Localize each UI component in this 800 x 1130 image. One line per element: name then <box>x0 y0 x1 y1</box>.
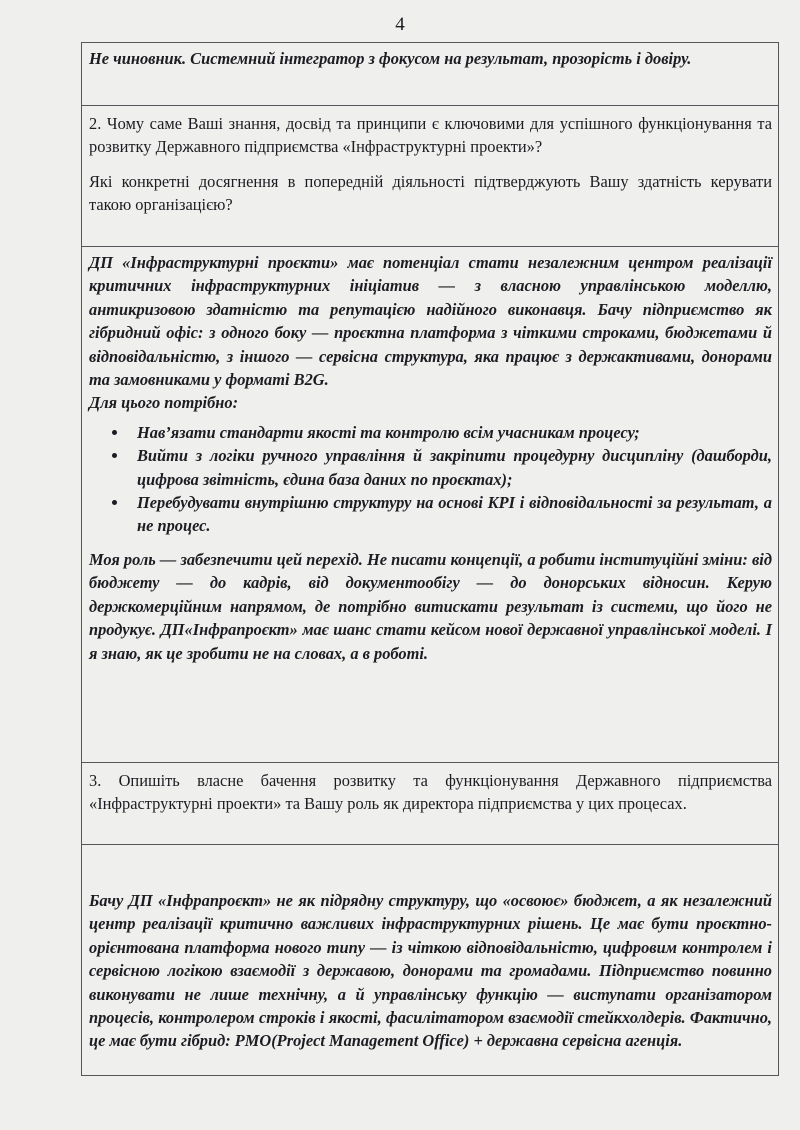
list-item: • Перебудувати внутрішню структуру на основі KPI і відповідальності за результат, а не процес. <box>129 491 772 538</box>
answer-2-paragraph-2: Моя роль — забезпечити цей перехід. Не писати концепції, а робити інституційні зміни: від бюджету — до кадрів, від документообігу — до донорських відносин. Керую держкомерційним напрямом, де потрібно витискати результат із системи, що його не продукує. ДП«Інфрапроєкт» має шанс стати кейсом нової державної управлінської моделі. І я знаю, як це зробити не на словах, а в роботі. <box>89 549 772 663</box>
answer-1-cell <box>82 43 778 106</box>
answer-2-paragraph-1: ДП «Інфраструктурні проєкти» має потенціал стати незалежним центром реалізації критичних інфраструктурних ініціатив — з власною управлінською моделлю, антикризовою здатністю та репутацією надійного виконавця. Бачу підприємство як гібридний офіс: з одного боку — проєктна платформа з чіткими строками, бюджетами й відповідальністю, з іншого — сервісна структура, яка працює з держактивами, донорами та замовниками у форматі B2G. <box>89 253 772 390</box>
question-2-cell <box>82 106 778 247</box>
answer-1-text: Не чиновник. Системний інтегратор з фокусом на результат, прозорість і довіру. <box>89 49 692 68</box>
list-item: • Нав’язати стандарти якості та контролю всім учасникам процесу; <box>129 421 772 444</box>
question-3-cell <box>82 763 778 845</box>
answer-2-cell <box>82 247 778 763</box>
answer-2-intro: Для цього потрібно: <box>89 393 239 413</box>
question-2-text: 2. Чому саме Ваші знання, досвід та принципи є ключовими для успішного функціонування та розвитку Державного підприємства «Інфраструктурні проекти»? <box>89 114 772 156</box>
question-3-text: 3. Опишіть власне бачення розвитку та функціонування Державного підприємства «Інфраструктурні проекти» та Вашу роль як директора підприємства у цих процесах. <box>89 771 772 813</box>
questionnaire-table <box>81 42 779 1076</box>
answer-3-cell <box>82 845 778 1075</box>
answer-2-bullet-list <box>89 421 772 538</box>
question-2-followup: Які конкретні досягнення в попередній діяльності підтверджують Вашу здатність керувати такою організацією? <box>89 172 772 214</box>
answer-3-text: Бачу ДП «Інфрапроєкт» не як підрядну структуру, що «освоює» бюджет, а як незалежний центр реалізації критично важливих інфраструктурних рішень. Це має бути проєктно-орієнтована платформа нового типу — із чіткою відповідальністю, цифровим контролем і сервісною логікою взаємодії з державою, донорами та громадами. Підприємство повинно виконувати не лише технічну, а й управлінську функцію — виступати організатором процесів, контролером строків і якості, фасилітатором взаємодії стейкхолдерів. Фактично, це має бути гібрид: PMO(Project Management Office) + державна сервісна агенція. <box>89 891 772 1051</box>
list-item: • Вийти з логіки ручного управління й закріпити процедурну дисципліну (дашборди, цифрова звітність, єдина база даних по проєктах); <box>129 444 772 491</box>
page-number: 4 <box>395 14 405 35</box>
